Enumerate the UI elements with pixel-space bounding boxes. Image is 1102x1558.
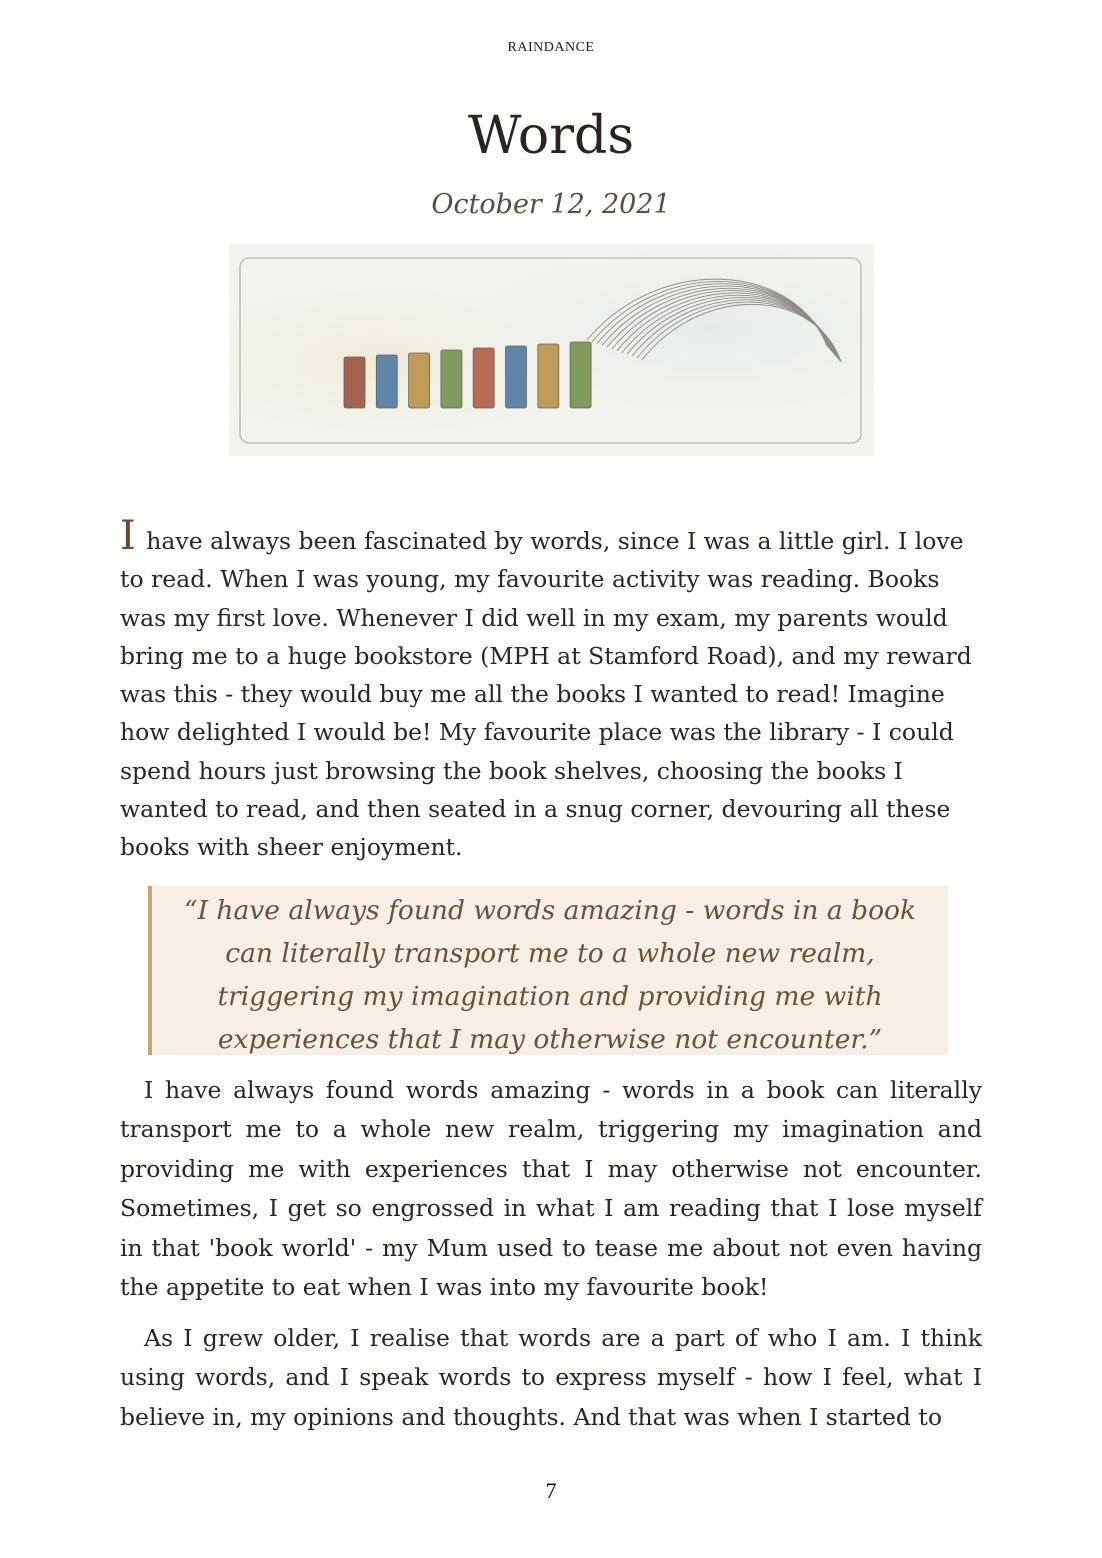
paragraph-2: I have always found words amazing - words in a book can literally transport me to a whole new realm, triggering my imagination and providing me with experiences that I may otherwise not encounter. Sometimes, I get so engrossed in what I am reading that I lose myself in that 'book world' - my Mum used to tease me about not even having the appetite to eat when I was into my favourite book! xyxy=(120,1076,982,1302)
header-illustration xyxy=(229,244,874,456)
paragraph-1 xyxy=(120,513,982,867)
book-spine xyxy=(538,344,559,408)
book-spine xyxy=(506,346,527,408)
book-spine xyxy=(473,348,494,408)
running-head: RAINDANCE xyxy=(507,40,595,55)
book-spine xyxy=(409,353,430,408)
book-spine xyxy=(376,355,397,408)
book-spine xyxy=(570,342,591,408)
book-spine xyxy=(441,350,462,408)
paragraph-1-text: have always been fascinated by words, since I was a little girl. I love to read. When I was young, my favourite activity was reading. Books was my first love. Whenever I did well in my exam, my parents would bring me to a huge bookstore (MPH at Stamford Road), and my reward was this - they would buy me all the books I wanted to read! Imagine how delighted I would be! My favourite place was the library - I could spend hours just browsing the book shelves, choosing the books I wanted to read, and then seated in a snug corner, devouring all these books with sheer enjoyment. xyxy=(120,527,972,862)
book-spine xyxy=(344,357,365,408)
pull-quote: “I have always found words amazing - words in a book can literally transport me to a whole new realm, triggering my imagination and providing me with experiences that I may otherwise not encounter.” xyxy=(148,886,948,1055)
drop-cap: I xyxy=(120,513,136,559)
article-title: Words xyxy=(467,106,635,166)
page-number: 7 xyxy=(545,1478,557,1503)
paragraph-3: As I grew older, I realise that words are a part of who I am. I think using words, and I speak words to express myself - how I feel, what I believe in, my opinions and thoughts. And that was when I started to xyxy=(120,1324,982,1431)
article-date: October 12, 2021 xyxy=(431,189,671,220)
